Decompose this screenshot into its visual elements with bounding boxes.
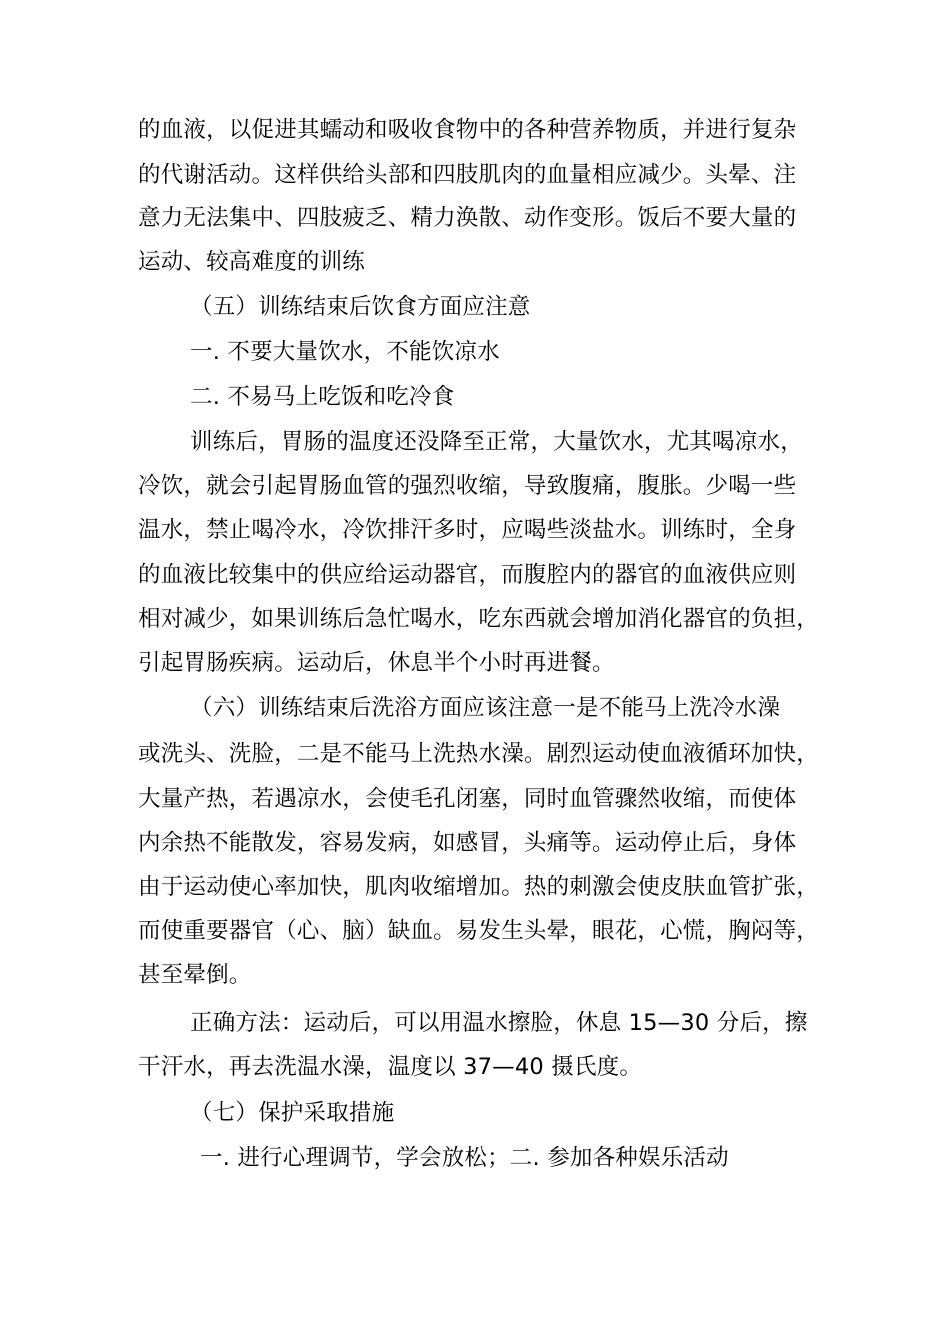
paragraph-line: 的代谢活动。这样供给头部和四肢肌肉的血量相应减少。头晕、注: [138, 162, 797, 188]
paragraph-line: 冷饮，就会引起胃肠血管的强烈收缩，导致腹痛，腹胀。少喝一些: [138, 473, 797, 499]
section-heading-5: （五）训练结束后饮食方面应注意: [190, 294, 531, 320]
paragraph-line: 训练后，胃肠的温度还没降至正常，大量饮水，尤其喝凉水，: [190, 429, 803, 455]
paragraph-line: 的血液，以促进其蠕动和吸收食物中的各种营养物质，并进行复杂: [138, 117, 797, 143]
paragraph-line: 干汗水，再去洗温水澡，温度以 37—40 摄氏度。: [138, 1054, 643, 1080]
paragraph-line: 温水，禁止喝冷水，冷饮排汗多时，应喝些淡盐水。训练时，全身: [138, 517, 797, 543]
paragraph-line: 相对减少，如果训练后急忙喝水，吃东西就会增加消化器官的负担，: [138, 606, 820, 632]
paragraph-line: 而使重要器官（心、脑）缺血。易发生头晕，眼花，心慌，胸闷等，: [138, 918, 820, 944]
list-item-1: 一. 不要大量饮水，不能饮凉水: [190, 339, 500, 365]
paragraph-line: 甚至晕倒。: [138, 962, 252, 988]
section-heading-6: （六）训练结束后洗浴方面应该注意一是不能马上洗冷水澡: [190, 695, 781, 721]
paragraph-line: 内余热不能散发，容易发病，如感冒，头痛等。运动停止后，身体: [138, 830, 797, 856]
paragraph-line: 大量产热，若遇凉水，会使毛孔闭塞，同时血管骤然收缩，而使体: [138, 786, 797, 812]
paragraph-line: 引起胃肠疾病。运动后，休息半个小时再进餐。: [138, 650, 615, 676]
paragraph-line: 运动、较高难度的训练: [138, 249, 366, 275]
list-item-line: 一. 进行心理调节，学会放松；二. 参加各种娱乐活动: [200, 1145, 729, 1171]
paragraph-line: 由于运动使心率加快，肌肉收缩增加。热的刺激会使皮肤血管扩张，: [138, 874, 820, 900]
paragraph-line: 或洗头、洗脸，二是不能马上洗热水澡。剧烈运动使血液循环加快，: [138, 741, 820, 767]
paragraph-line: 正确方法：运动后，可以用温水擦脸，休息 15—30 分后，擦: [190, 1010, 808, 1036]
list-item-2: 二. 不易马上吃饭和吃冷食: [190, 384, 455, 410]
paragraph-line: 意力无法集中、四肢疲乏、精力涣散、动作变形。饭后不要大量的: [138, 205, 797, 231]
paragraph-line: 的血液比较集中的供应给运动器官，而腹腔内的器官的血液供应则: [138, 562, 797, 588]
section-heading-7: （七）保护采取措施: [190, 1100, 395, 1126]
